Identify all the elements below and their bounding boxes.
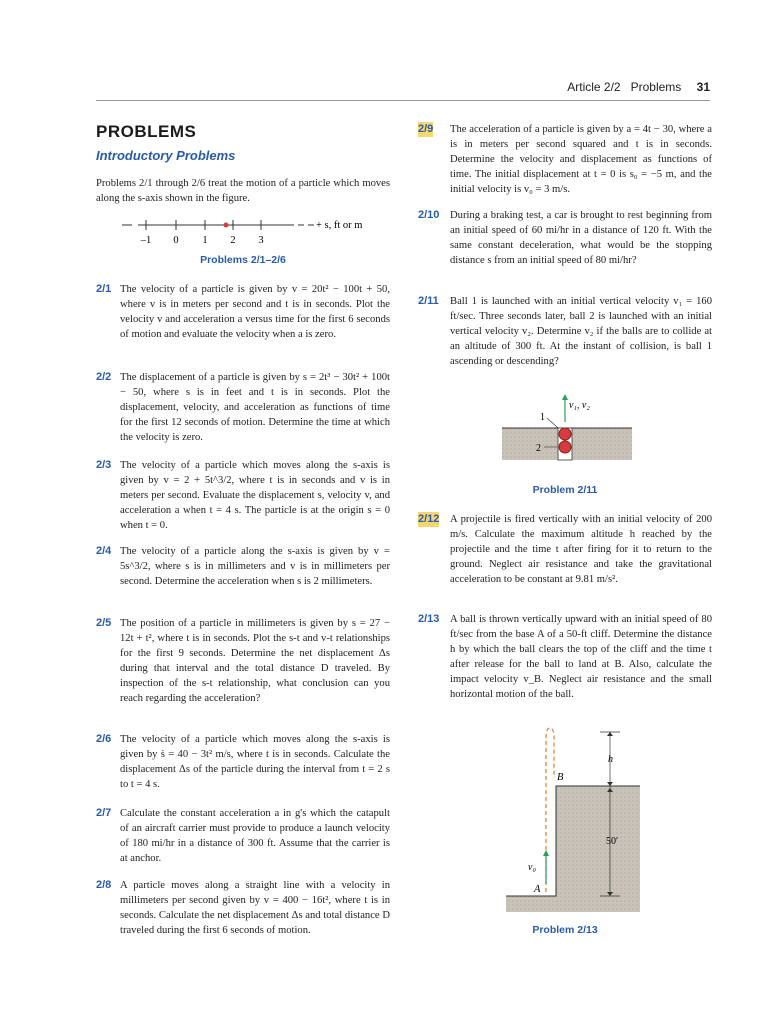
header-article: Article 2/2 (567, 80, 621, 94)
problem-2-11 (418, 294, 712, 369)
problem-text: The velocity of a particle is given by v = 20t² − 100t + 50, where v is in meters per second and t is in seconds. Plot the velocity v and acceleration a versus time for the first 6 seconds of motion and evaluate the velocity when a is zero. (120, 284, 390, 340)
problem-number: 2/1 (96, 283, 112, 295)
figure-2-13 (500, 724, 640, 914)
page-header (96, 80, 710, 100)
tick-label: 3 (258, 235, 264, 246)
page-title: PROBLEMS (96, 122, 197, 141)
s-axis-figure (118, 212, 378, 246)
figure-caption-axis: Problems 2/1–2/6 (200, 254, 286, 266)
tick-label: 0 (173, 235, 179, 246)
problem-text: The displacement of a particle is given by s = 2t³ − 30t² + 100t − 50, where s is in feet and t is in seconds. Plot the displacement, velocity, and acceleration as functions of time for the first 12 seconds of motion. Determine the time at which the velocity is zero. (120, 372, 390, 443)
problem-number: 2/13 (418, 613, 440, 625)
problem-text: Calculate the constant acceleration a in g's which the catapult of an aircraft carrier must provide to produce a launch velocity of 180 mi/hr in a distance of 300 ft. Assume that the carrier is at anchor. (120, 808, 390, 864)
tick-label: 1 (202, 235, 208, 246)
point-a-label: A (534, 884, 541, 895)
problem-2-10 (418, 208, 712, 268)
problem-number: 2/5 (96, 617, 112, 629)
problem-number: 2/4 (96, 545, 112, 557)
problem-2-12 (418, 512, 712, 587)
problem-text: The position of a particle in millimeters is given by s = 27 − 12t + t², where t is in seconds. Plot the s-t and v-t relationships for the first 9 seconds. Determine the net displacement Δs during that interval and the total distance D traveled. By inspection of the s-t relationship, what conclusion can you reach regarding the acceleration? (120, 618, 390, 704)
figure-caption-2-11: Problem 2/11 (532, 484, 598, 496)
problem-2-13 (418, 612, 712, 702)
problem-2-1 (96, 282, 390, 342)
problem-text: The velocity of a particle which moves along the s-axis is given by v = 2 + 5t^3/2, where t is in seconds and v is in meters per second. Evaluate the displacement s, velocity v, and acceleration a when t = 4 s. The particle is at the origin s = 0 when t = 0. (120, 460, 390, 531)
problem-number: 2/6 (96, 733, 112, 745)
axis-label: + s, ft or m (316, 220, 363, 231)
problem-2-5 (96, 616, 390, 706)
ball-1 (559, 428, 571, 440)
cliff (506, 786, 640, 912)
intro-paragraph: Problems 2/1 through 2/6 treat the motion of a particle which moves along the s-axis shown in the figure. (96, 178, 390, 204)
problem-text: The acceleration of a particle is given by a = 4t − 30, where a is in meters per second squared and t is in seconds. Determine the velocity and displacement as functions of time. The initial displacement at t = 0 is s₀ = −5 m, and the initial velocity is v₀ = 3 m/s. (450, 124, 712, 195)
trajectory (546, 728, 554, 892)
figure-2-11 (498, 392, 638, 462)
problem-text: A ball is thrown vertically upward with an initial speed of 80 ft/sec from the base A of a 50-ft cliff. Determine the distance h by which the ball clears the top of the cliff and the time t after release for the ball to land at B. Also, calculate the impact velocity v_B. Neglect air resistance and the small horizontal motion of the ball. (450, 614, 712, 700)
problem-number: 2/3 (96, 459, 112, 471)
problem-number: 2/2 (96, 371, 112, 383)
problem-2-4 (96, 544, 390, 589)
problem-number: 2/7 (96, 807, 112, 819)
particle-dot (224, 223, 229, 228)
tick-label: 2 (230, 235, 236, 246)
ball-2-label: 2 (536, 443, 541, 454)
problem-number: 2/8 (96, 879, 112, 891)
problem-number: 2/9 (418, 123, 434, 135)
height-50-label: 50′ (606, 836, 619, 847)
ball-1-label: 1 (540, 412, 545, 423)
tick-label: –1 (140, 235, 152, 246)
problem-2-9 (418, 122, 712, 197)
header-section: Problems (630, 80, 682, 94)
problem-number: 2/11 (418, 295, 439, 307)
figure-caption-2-13: Problem 2/13 (532, 924, 598, 936)
point-b-label: B (557, 772, 564, 783)
problem-number: 2/10 (418, 209, 440, 221)
problem-number: 2/12 (418, 513, 440, 525)
problem-text: A projectile is fired vertically with an initial velocity of 200 m/s. Calculate the maximum altitude h reached by the projectile and the time t after firing for it to return to the ground. Neglect air resistance and take the gravitational acceleration to be constant at 9.81 m/s². (450, 514, 712, 585)
problem-2-8 (96, 878, 390, 938)
header-rule (96, 100, 710, 101)
problem-text: A particle moves along a straight line with a velocity in millimeters per second given by v = 400 − 16t², where t is in seconds. Calculate the net displacement Δs and total distance D traveled during the first 6 seconds of motion. (120, 880, 390, 936)
h-label: h (608, 754, 613, 765)
problem-2-2 (96, 370, 390, 445)
problem-2-6 (96, 732, 390, 792)
page-number: 31 (696, 80, 710, 94)
problem-text: The velocity of a particle along the s-axis is given by v = 5s^3/2, where s is in millimeters and v is in millimeters per second. Determine the acceleration when s is 2 millimeters. (120, 546, 390, 587)
ball-2 (559, 441, 571, 453)
v0-label: v₀ (528, 862, 536, 873)
problem-2-3 (96, 458, 390, 533)
velocity-label: v₁, v₂ (569, 400, 590, 411)
problem-text: During a braking test, a car is brought to rest beginning from an initial speed of 60 mi/hr in a distance of 120 ft. With the same constant deceleration, what would be the stopping distance s from an initial speed of 80 mi/hr? (450, 210, 712, 266)
problem-text: Ball 1 is launched with an initial vertical velocity v₁ = 160 ft/sec. Three seconds later, ball 2 is launched with an initial vertical velocity v₂. Determine v₂ if the balls are to collide at an altitude of 300 ft. At the instant of collision, is ball 1 ascending or descending? (450, 296, 712, 367)
section-subheading: Introductory Problems (96, 148, 236, 163)
problem-2-7 (96, 806, 390, 866)
problem-text: The velocity of a particle which moves along the s-axis is given by ṡ = 40 − 3t² m/s, where t is in seconds. Calculate the displacement Δs of the particle during the interval from t = 2 s to t = 4 s. (120, 734, 390, 790)
